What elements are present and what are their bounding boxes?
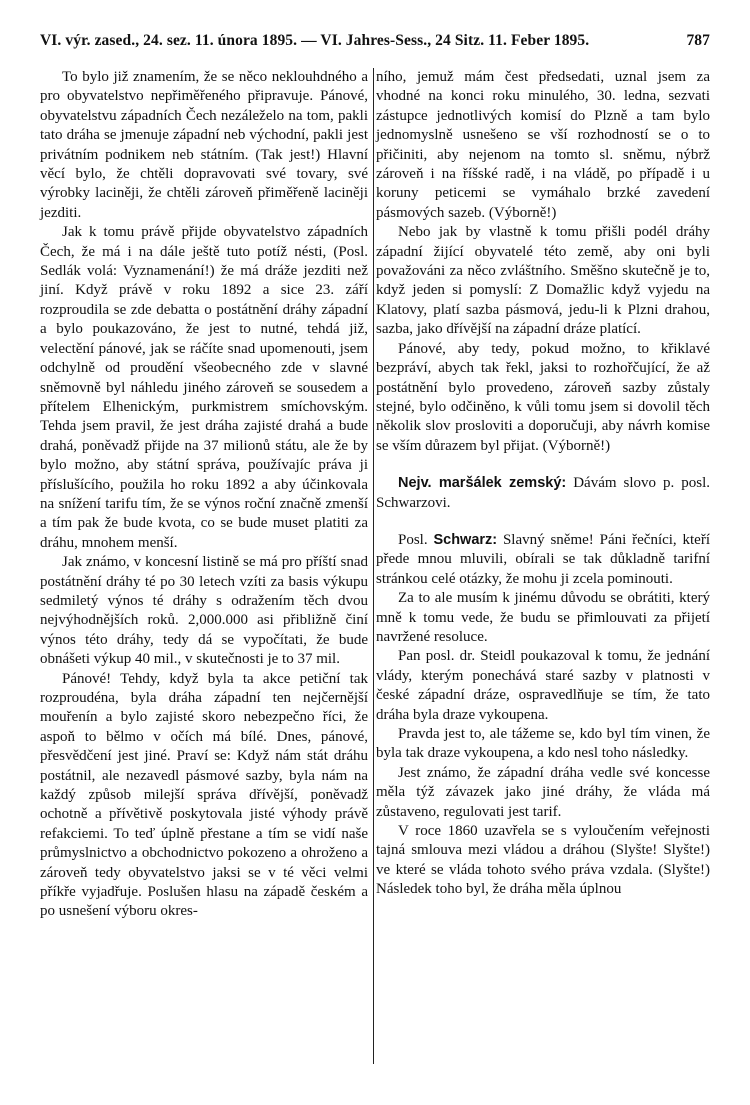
paragraph: Jest známo, že západní dráha vedle své koncesse měla týž závazek jako jiné dráhy, že vláda má zůstaveno, regulovati jest tarif. xyxy=(376,764,710,820)
speaker-text: Dávám slovo p. posl. Schwarzovi. xyxy=(376,475,710,511)
page-header xyxy=(40,32,710,50)
paragraph: Nebo jak by vlastně k tomu přišli podél dráhy západní žijící obyvatelé této země, aby oni byli považováni za něco zvláštního. Směšno skutečně je to, když jeden si pomyslí: Z Domažlic když vyjedu na Klatovy, platí sazba pásmová, jedu-li k Plzni drahou, sazba, jako dřívější na západní dráze platící. xyxy=(376,224,710,338)
paragraph: Pan posl. dr. Steidl poukazoval k tomu, že jednání vlády, kterým ponechává staré sazby v platnosti v české západní dráze, ospravedlňuje se tím, že tato dráha byla draze vykoupena. xyxy=(376,648,710,723)
speaker-name: Nejv. maršálek zemský: xyxy=(398,475,567,492)
speaker-paragraph xyxy=(376,531,710,589)
paragraph: To bylo již znamením, že se něco neklouhdného a pro obyvatelstvo nepřiměřeného připravuje. Pánové, obyvatelstvu západních Čech nezáleželo na tom, pakli tato dráha se jmenuje západní neb východní, pakli jest privátním podnikem neb státním. (Tak jest!) Hlavní věcí bylo, že chtěli dopravovati své tovary, své výrobky laciněji, že chtěli zároveň přiměřeně laciněji jezditi. xyxy=(40,69,368,221)
speaker-text: Slavný sněme! Páni řečníci, kteří přede mnou mluvili, obírali se tak důkladně tarifní stránkou celé otázky, že mohu ji zcela pominouti. xyxy=(376,531,711,587)
paragraph: Pánové! Tehdy, když byla ta akce petiční tak rozproudéna, byla dráha západní ten nejčernější mouřenín a bylo zajisté skoro nebezpečno říci, že aspoň to bělmo v očích má bílé. Dnes, pánové, přesvědčení jest jiné. Praví se: Když nám stát dráhu postátnil, ale nezavedl pásmové sazby, byla nám na každý způsob milejší správa dřívější, poněvadž ochotně a přívětivě poskytovala jisté výhody právě refakciemi. To teď úplně přestane a tím se vidí naše průmyslnictvo a obchodnictvo pokozeno a ohroženo a zároveň tedy obyvatelstvo jaksi se v té věci velmi příkře vyjadřuje. Poslušen hlasu na západě českém a po usnešení výboru okres- xyxy=(40,670,368,920)
paragraph: Pravda jest to, ale tážeme se, kdo byl tím vinen, že byla tak draze vykoupena, a kdo nesl toho následky. xyxy=(376,726,710,762)
text-columns xyxy=(40,68,710,922)
left-column xyxy=(40,68,368,922)
paragraph: ního, jemuž mám čest předsedati, uznal jsem za vhodné na konci roku minulého, 30. ledna, sezvati zástupce jednotlivých komisí do Plzně a tam bylo jednomyslně usnešeno se vší rozhodností se o to přičiniti, aby nejenom na tomto sl. sněmu, nýbrž zároveň i na říšské radě, i na vládě, po případě i u koruny peticemi se vymáhalo brzké zavedení pásmových sazeb. (Výborně!) xyxy=(376,69,710,221)
speaker-prefix: Posl. xyxy=(398,531,428,548)
paragraph: Za to ale musím k jinému důvodu se obrátiti, který mně k tomu vede, že budu se přimlouvati za přijetí navržené resoluce. xyxy=(376,590,710,645)
speaker-paragraph xyxy=(376,474,710,513)
speaker-name: Schwarz: xyxy=(433,531,498,548)
page-number: 787 xyxy=(686,32,710,49)
paragraph: V roce 1860 uzavřela se s vyloučením veřejnosti tajná smlouva mezi vládou a dráhou (Slyšte! Slyšte!) ve které se vláda tohoto svého práva vzdala. (Slyšte!) Následek toho byl, že dráha měla úplnou xyxy=(376,823,710,898)
paragraph: Pánové, aby tedy, pokud možno, to křiklavé bezpráví, abych tak řekl, jaksi to rozhořčující, že až postátnění bylo provedeno, zároveň sazby zůstaly stejné, bylo odčiněno, k vůli tomu jsem si dovolil těch několik slov prosloviti a doporučuji, aby návrh komise se vším důrazem byl přijat. (Výborně!) xyxy=(376,340,710,454)
right-column xyxy=(376,68,710,922)
column-divider xyxy=(373,68,374,1064)
paragraph: Jak k tomu právě přijde obyvatelstvo západních Čech, že má i na dále ještě tuto potíž nésti, (Posl. Sedlák volá: Vyznamenání!) že má dráže jezditi než jiní. Když právě v roku 1892 a sice 23. září rozproudila se zde debatta o postátnění dráhy západní a bylo poukazováno, že jest to nutné, tehdá již, velectění pánové, jak se ráčíte snad upomenouti, jsem odchylně od proudění všeobecného zde v slavné sněmovně byl náhledu jiného zároveň se sousedem a přítelem Elhenickým, purkmistrem smíchovským. Tehda jsem pravil, že jest dráha zajisté drahá a bude drahá, poněvadž přijde na 37 milionů státu, ale že by bylo možno, aby státní správa, používajíc práva ji příslušícího, použila ho roku 1892 a aby účinkovala na snížení tarifu tím, že se výnos roční značně zmenší a tím pak že bude kvota, co se bude muset platiti za dráhu, mnohem menší. xyxy=(40,224,368,551)
running-head: VI. výr. zased., 24. sez. 11. února 1895. — VI. Jahres-Sess., 24 Sitz. 11. Feber 1895. xyxy=(40,32,590,49)
paragraph: Jak známo, v koncesní listině se má pro příští snad postátnění dráhy té po 30 letech vzíti za basis výkupu sedmiletý výnos té dráhy s odražením těch dvou nejvýhodnějších roků. 2,000.000 asi přibližně činí výnos této dráhy, tedy dá se vypočítati, že bude obnášeti výkup 40 mil., v skutečnosti je to 37 mil. xyxy=(40,554,368,668)
